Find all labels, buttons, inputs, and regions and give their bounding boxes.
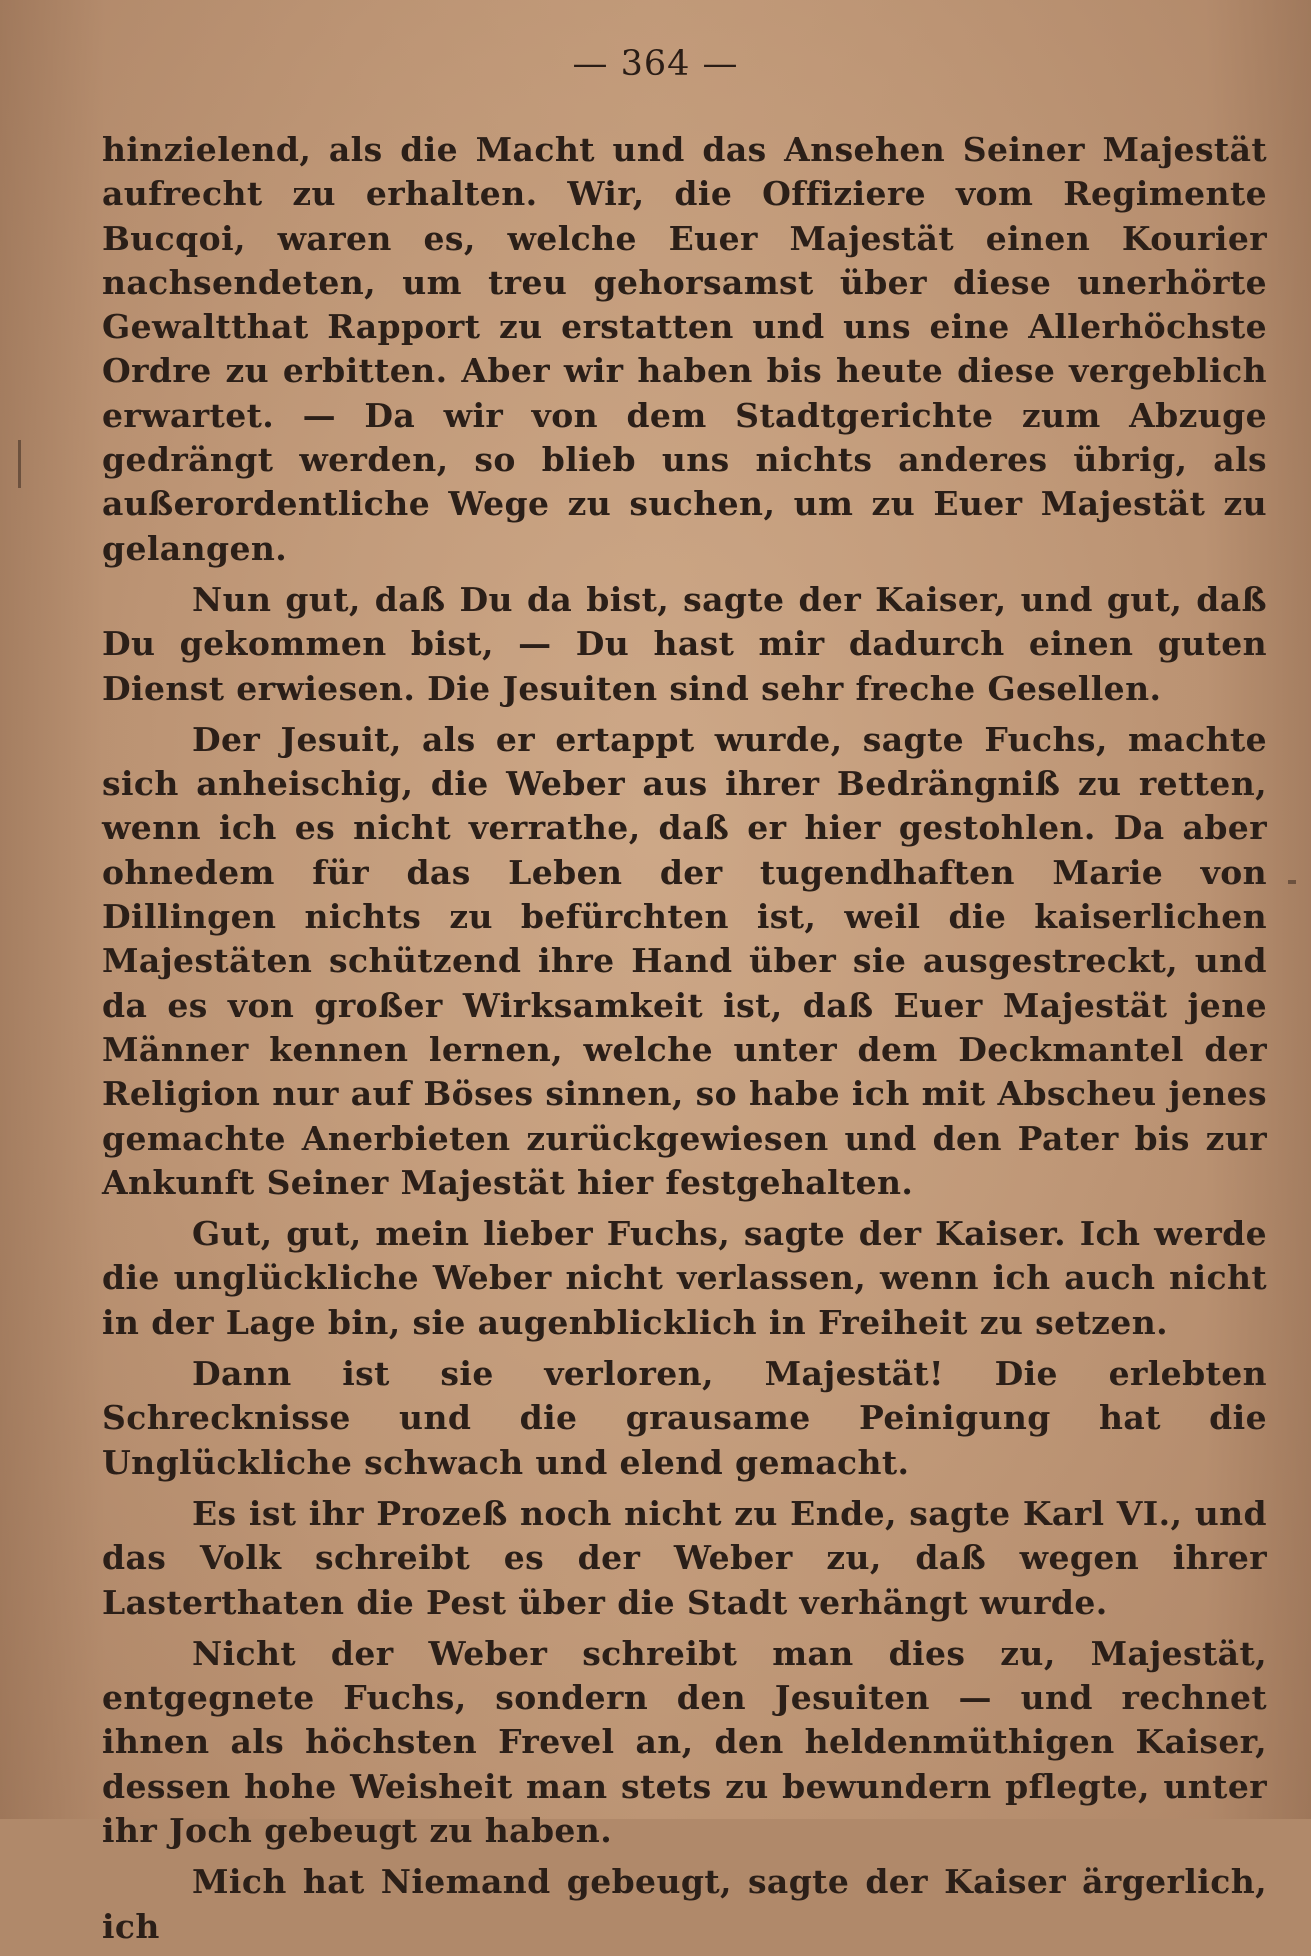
page-number: — 364 — xyxy=(572,44,739,84)
text-body xyxy=(102,128,1267,1956)
paragraph-5: Dann ist sie verloren, Majestät! Die erlebten Schrecknisse und die grausame Peinigung hat die Unglückliche schwach und elend gemacht. xyxy=(102,1354,1267,1482)
paragraph-1: hinzielend, als die Macht und das Ansehen Seiner Majestät aufrecht zu erhalten. Wir, die Offiziere vom Regimente Bucqoi, waren es, welche Euer Majestät einen Kourier nachsendeten, um treu gehorsamst über diese unerhörte Gewaltthat Rapport zu erstatten und uns eine Allerhöchste Ordre zu erbitten. Aber wir haben bis heute diese vergeblich erwartet. — Da wir von dem Stadtgerichte zum Abzuge gedrängt werden, so blieb uns nichts anderes übrig, als außerordentliche Wege zu suchen, um zu Euer Majestät zu gelangen. xyxy=(102,130,1267,568)
paragraph-7: Nicht der Weber schreibt man dies zu, Majestät, entgegnete Fuchs, sondern den Jesuiten — und rechnet ihnen als höchsten Frevel an, den heldenmüthigen Kaiser, dessen hohe Weisheit man stets zu bewundern pflegte, unter ihr Joch gebeugt zu haben. xyxy=(102,1633,1267,1850)
page-speck-mark xyxy=(1288,880,1296,884)
paragraph-6: Es ist ihr Prozeß noch nicht zu Ende, sagte Karl VI., und das Volk schreibt es der Weber zu, daß wegen ihrer Lasterthaten die Pest über die Stadt verhängt wurde. xyxy=(102,1493,1267,1622)
paragraph-4: Gut, gut, mein lieber Fuchs, sagte der Kaiser. Ich werde die unglückliche Weber nicht verlassen, wenn ich auch nicht in der Lage bin, sie augenblicklich in Freiheit zu setzen. xyxy=(102,1214,1267,1342)
paragraph-2: Nun gut, daß Du da bist, sagte der Kaiser, und gut, daß Du gekommen bist, — Du hast mir dadurch einen guten Dienst erwiesen. Die Jesuiten sind sehr freche Gesellen. xyxy=(102,579,1267,708)
paragraph-3: Der Jesuit, als er ertappt wurde, sagte Fuchs, machte sich anheischig, die Weber aus ihrer Bedrängniß zu retten, wenn ich es nicht verrathe, daß er hier gestohlen. Da aber ohnedem für das Leben der tugendhaften Marie von Dillingen nichts zu befürchten ist, weil die kaiserlichen Majestäten schützend ihre Hand über sie ausgestreckt, und da es von großer Wirksamkeit ist, daß Euer Majestät jene Männer kennen lernen, welche unter dem Deckmantel der Religion nur auf Böses sinnen, so habe ich mit Abscheu jenes gemachte Anerbieten zurückgewiesen und den Pater bis zur Ankunft Seiner Majestät hier festgehalten. xyxy=(102,719,1267,1202)
page-edge-mark xyxy=(18,440,21,488)
paragraph-8: Mich hat Niemand gebeugt, sagte der Kaiser ärgerlich, ich xyxy=(102,1862,1267,1946)
